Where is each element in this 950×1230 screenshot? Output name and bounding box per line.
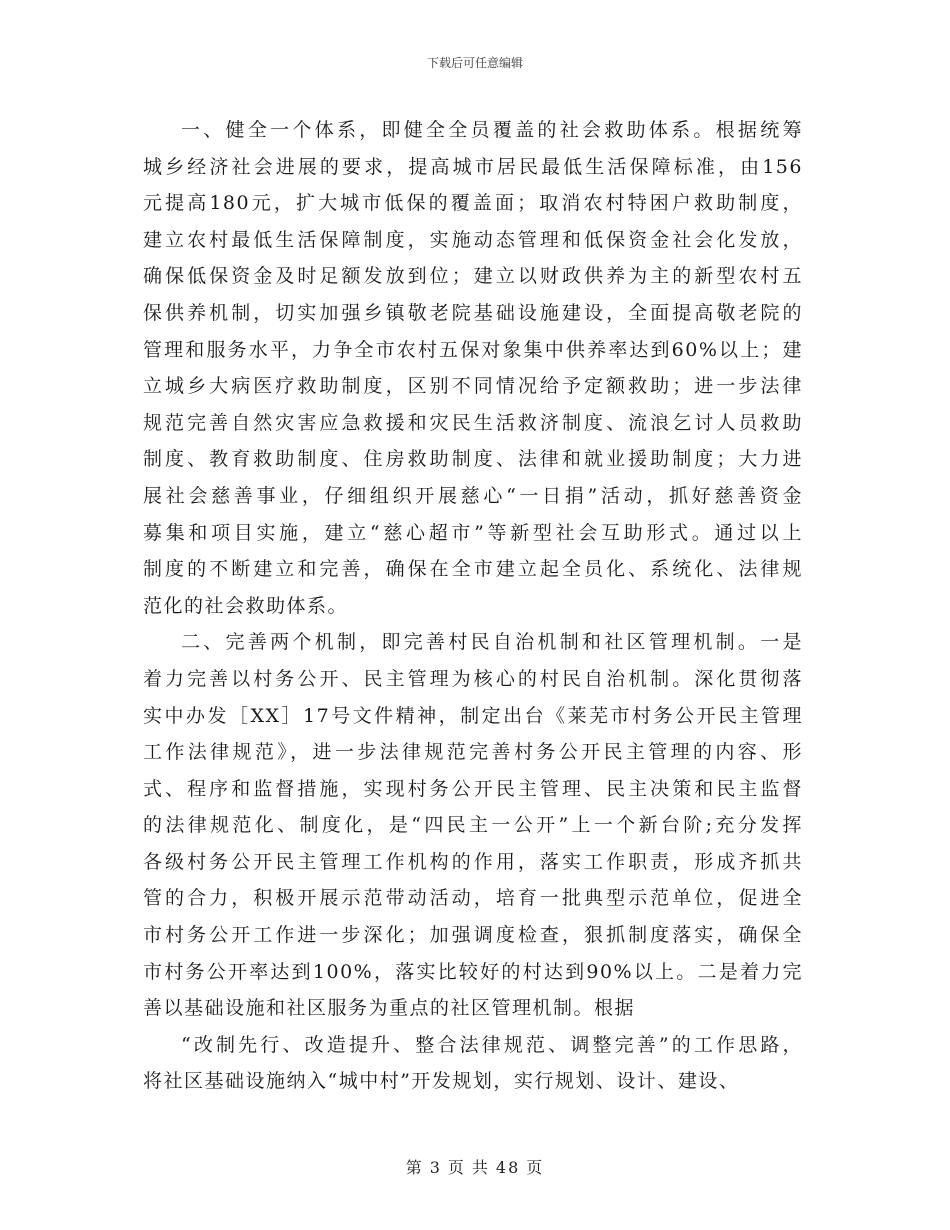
text-line: 二、完善两个机制，即完善村民自治机制和社区管理机制。一是 [181,631,803,654]
paragraph-1 [143,112,803,624]
text-line: 式、程序和监督措施，实现村务公开民主管理、民主决策和民主监督 [143,777,803,800]
page-number-footer [0,1155,950,1178]
text-line: 制度的不断建立和完善，确保在全市建立起全员化、系统化、法律规 [143,558,803,581]
paragraph-2 [143,624,803,1027]
text-line: “改制先行、改造提升、整合法律规范、调整完善”的工作思路， [181,1033,803,1056]
total-pages-number: 48 [495,1158,521,1177]
text-line: 制度、教育救助制度、住房救助制度、法律和就业援助制度；大力进 [143,448,803,471]
text-line: 实中办发［XX］17号文件精神，制定出台《莱芜市村务公开民主管理 [143,704,803,727]
text-line: 募集和项目实施，建立“慈心超市”等新型社会互助形式。通过以上 [143,521,803,544]
text-line: 确保低保资金及时足额发放到位；建立以财政供养为主的新型农村五 [143,265,803,288]
text-line: 一、健全一个体系，即健全全员覆盖的社会救助体系。根据统筹 [181,119,803,141]
text-line: 善以基础设施和社区服务为重点的社区管理机制。根据 [143,997,636,1020]
text-line: 范化的社会救助体系。 [143,594,349,617]
text-line: 城乡经济社会进展的要求，提高城市居民最低生活保障标准，由156 [143,155,803,178]
text-line: 规范完善自然灾害应急救援和灾民生活救济制度、流浪乞讨人员救助 [143,411,803,434]
text-line: 着力完善以村务公开、民主管理为核心的村民自治机制。深化贯彻落 [143,667,803,690]
text-line: 立城乡大病医疗救助制度，区别不同情况给予定额救助；进一步法律 [143,375,803,398]
text-line: 工作法律规范》，进一步法律规范完善村务公开民主管理的内容、形 [143,741,803,764]
text-line: 元提高180元，扩大城市低保的覆盖面；取消农村特困户救助制度， [143,192,803,215]
page-label-suffix: 页 [526,1158,545,1177]
page-label-prefix: 第 [405,1158,424,1177]
text-line: 将社区基础设施纳入“城中村”开发规划，实行规划、设计、建设、 [143,1070,740,1093]
text-line: 建立农村最低生活保障制度，实施动态管理和低保资金社会化发放， [143,228,803,251]
page-label-mid: 页 [447,1158,466,1177]
text-line: 各级村务公开民主管理工作机构的作用，落实工作职责，形成齐抓共 [143,850,803,873]
header-note: 下载后可任意编辑 [426,56,523,70]
text-line: 管理和服务水平，力争全市农村五保对象集中供养率达到60%以上；建 [143,338,803,361]
body-text [143,112,803,1100]
total-label: 共 [471,1158,490,1177]
text-line: 展社会慈善事业，仔细组织开展慈心“一日捐”活动，抓好慈善资金 [143,484,803,507]
current-page-number: 3 [429,1158,442,1177]
text-line: 管的合力，积极开展示范带动活动，培育一批典型示范单位，促进全 [143,887,803,910]
paragraph-3 [143,1027,803,1100]
text-line: 市村务公开率达到100%，落实比较好的村达到90%以上。二是着力完 [143,960,803,983]
text-line: 的法律规范化、制度化，是“四民主一公开”上一个新台阶;充分发挥 [143,814,803,837]
text-line: 市村务公开工作进一步深化；加强调度检查，狠抓制度落实，确保全 [143,924,803,947]
text-line: 保供养机制，切实加强乡镇敬老院基础设施建设，全面提高敬老院的 [143,301,803,324]
